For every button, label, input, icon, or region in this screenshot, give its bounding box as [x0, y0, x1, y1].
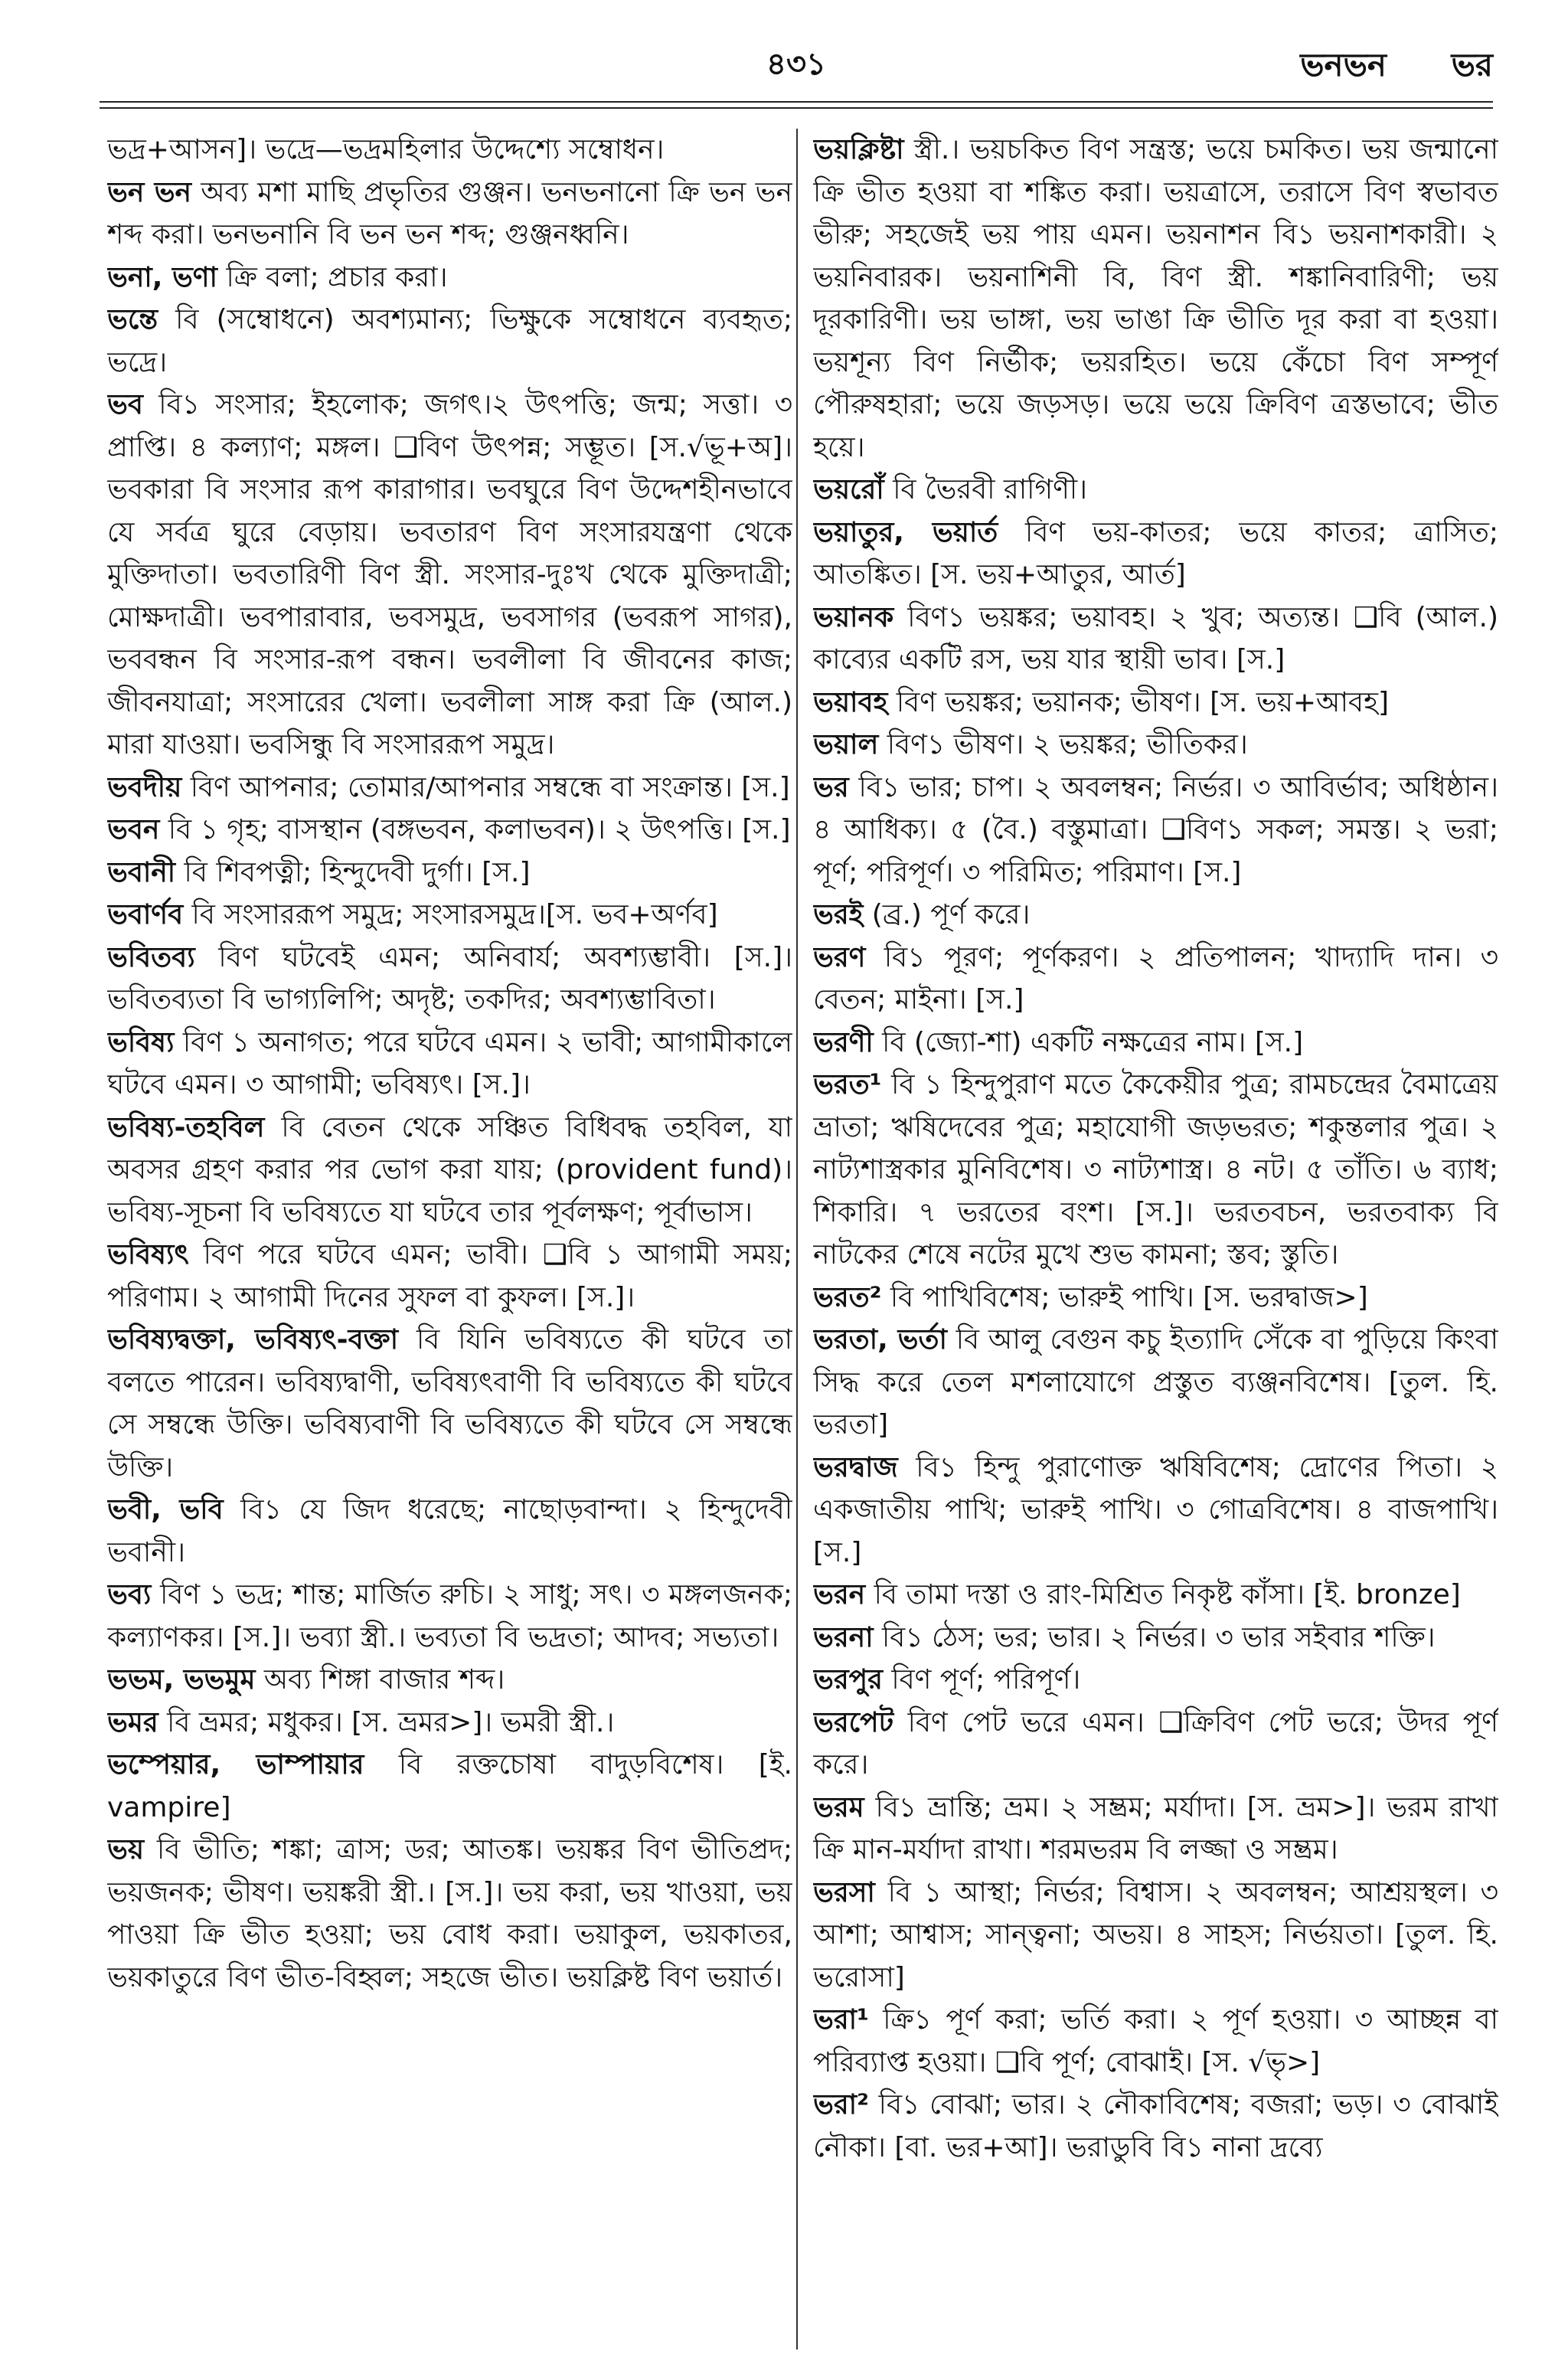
- dictionary-entry: [813, 129, 1498, 469]
- entry-definition: ভদ্র+আসন]। ভদ্রে—ভদ্রমহিলার উদ্দেশ্যে সম্বোধন।: [107, 134, 665, 165]
- entry-definition: বি বেতন থেকে সঞ্চিত বিধিবদ্ধ তহবিল, যা অবসর গ্রহণ করার পর ভোগ করা যায়; (provident fund)। ভবিষ্য-সূচনা বি ভবিষ্যতে যা ঘটবে তার পূর্বলক্ষণ; পূর্বাভাস।: [107, 1111, 792, 1228]
- dictionary-entry: [107, 1574, 792, 1659]
- guide-word-last: ভর: [1451, 46, 1493, 83]
- entry-definition: বি ভীতি; শঙ্কা; ত্রাস; ডর; আতঙ্ক। ভয়ঙ্কর বিণ ভীতিপ্রদ; ভয়জনক; ভীষণ। ভয়ঙ্করী স্ত্রী.। [স.]। ভয় করা, ভয় খাওয়া, ভয় পাওয়া ক্রি ভীত হওয়া; ভয় বোধ করা। ভয়াকুল, ভয়কাতর, ভয়কাতুরে বিণ ভীত-বিহ্বল; সহজে ভীত। ভয়ক্লিষ্ট বিণ ভয়ার্ত।: [107, 1834, 792, 1993]
- dictionary-entry: [813, 469, 1498, 512]
- entry-definition: বিণ ১ অনাগত; পরে ঘটবে এমন। ২ ভাবী; আগামীকালে ঘটবে এমন। ৩ আগামী; ভবিষ্যৎ। [স.]।: [107, 1026, 792, 1100]
- entry-headword: ভমর: [107, 1706, 158, 1738]
- page-number: ৪৩১: [766, 47, 826, 82]
- entry-headword: ভরা²: [813, 2089, 869, 2121]
- entry-definition: বি১ ভ্রান্তি; ভ্রম। ২ সম্ভ্রম; মর্যাদা। [স. ভ্রম>]। ভরম রাখা ক্রি মান-মর্যাদা রাখা। শরমভরম বি লজ্জা ও সম্ভ্রম।: [813, 1791, 1498, 1866]
- entry-headword: ভন ভন: [107, 176, 192, 208]
- entry-definition: বি সংসাররূপ সমুদ্র; সংসারসমুদ্র।[স. ভব+অর্ণব]: [183, 899, 718, 930]
- dictionary-entry: [813, 1319, 1498, 1447]
- entry-definition: বি আলু বেগুন কচু ইত্যাদি সেঁকে বা পুড়িয়ে কিংবা সিদ্ধ করে তেল মশলাযোগে প্রস্তুত ব্যঞ্জনবিশেষ। [তুল. হি. ভরতা]: [813, 1324, 1498, 1440]
- entry-headword: ভবিতব্য: [107, 941, 195, 973]
- dictionary-entry: [107, 1234, 792, 1319]
- dictionary-entry: [813, 1659, 1498, 1702]
- entry-headword: ভব: [107, 389, 143, 420]
- dictionary-entry: [107, 1829, 792, 1999]
- dictionary-entry: [107, 767, 792, 809]
- dictionary-entry: [107, 384, 792, 767]
- entry-headword: ভরপেট: [813, 1706, 894, 1738]
- dictionary-entry: [107, 852, 792, 894]
- entry-headword: ভরন: [813, 1579, 866, 1610]
- entry-headword: ভরসা: [813, 1876, 875, 1908]
- entry-headword: ভরণী: [813, 1026, 874, 1058]
- entry-definition: বি ভৈরবী রাগিণী।: [884, 474, 1088, 505]
- entry-headword: ভয়াতুর, ভয়ার্ত: [813, 516, 998, 548]
- entry-definition: অব্য শিঙ্গা বাজার শব্দ।: [255, 1664, 505, 1695]
- entry-headword: ভরা¹: [813, 2004, 869, 2036]
- entry-definition: বি১ যে জিদ ধরেছে; নাছোড়বান্দা। ২ হিন্দুদেবী ভবানী।: [107, 1494, 792, 1568]
- entry-headword: ভয়াল: [813, 729, 879, 760]
- dictionary-entry: [813, 1277, 1498, 1319]
- dictionary-entry: [813, 1617, 1498, 1660]
- dictionary-entry: [107, 1022, 792, 1107]
- entry-headword: ভয়ক্লিষ্টা: [813, 134, 904, 165]
- entry-headword: ভয়ানক: [813, 601, 894, 633]
- entry-headword: ভন্তে: [107, 304, 158, 335]
- entry-definition: বি ১ গৃহ; বাসস্থান (বঙ্গভবন, কলাভবন)। ২ উৎপত্তি। [স.]: [159, 814, 791, 845]
- entry-headword: ভরদ্বাজ: [813, 1451, 898, 1483]
- dictionary-entry: [813, 724, 1498, 767]
- entry-definition: বি (সম্বোধনে) অবশ্যমান্য; ভিক্ষুকে সম্বোধনে ব্যবহৃত; ভদ্রে।: [107, 304, 792, 378]
- entry-definition: বি১ বোঝা; ভার। ২ নৌকাবিশেষ; বজরা; ভড়। ৩ বোঝাই নৌকা। [বা. ভর+আ]। ভরাডুবি বি১ নানা দ্রব্যে: [813, 2089, 1498, 2163]
- entry-definition: বি রক্তচোষা বাদুড়বিশেষ। [ই. vampire]: [107, 1749, 792, 1823]
- dictionary-entry: [107, 937, 792, 1022]
- entry-definition: বিণ১ ভীষণ। ২ ভয়ঙ্কর; ভীতিকর।: [878, 729, 1248, 760]
- entry-definition: ক্রি বলা; প্রচার করা।: [217, 261, 448, 293]
- entry-headword: ভবী, ভবি: [107, 1494, 224, 1525]
- entry-headword: ভয়: [107, 1834, 145, 1866]
- entry-headword: ভরম: [813, 1791, 864, 1823]
- entry-headword: ভরনা: [813, 1621, 874, 1653]
- page-header: [100, 40, 1493, 93]
- entry-definition: বি শিবপত্নী; হিন্দুদেবী দুর্গা। [স.]: [175, 856, 531, 888]
- entry-definition: স্ত্রী.। ভয়চকিত বিণ সন্ত্রস্ত; ভয়ে চমকিত। ভয় জন্মানো ক্রি ভীত হওয়া বা শঙ্কিত করা। ভয়ত্রাসে, তরাসে বিণ স্বভাবত ভীরু; সহজেই ভয় পায় এমন। ভয়নাশন বি১ ভয়নাশকারী। ২ ভয়নিবারক। ভয়নাশিনী বি, বিণ স্ত্রী. শঙ্কানিবারিণী; ভয় দূরকারিণী। ভয় ভাঙ্গা, ভয় ভাঙা ক্রি ভীতি দূর করা বা হওয়া। ভয়শূন্য বিণ নির্ভীক; ভয়রহিত। ভয়ে কেঁচো বিণ সম্পূর্ণ পৌরুষহারা; ভয়ে জড়সড়। ভয়ে ভয়ে ক্রিবিণ ত্রস্তভাবে; ভীত হয়ে।: [813, 134, 1498, 463]
- entry-headword: ভবিষ্য: [107, 1026, 175, 1058]
- entry-headword: ভম্পেয়ার, ভাম্পায়ার: [107, 1749, 364, 1780]
- entry-headword: ভবিষ্যৎ: [107, 1239, 189, 1270]
- dictionary-entry: [813, 597, 1498, 682]
- entry-definition: বি যিনি ভবিষ্যতে কী ঘটবে তা বলতে পারেন। ভবিষ্যদ্বাণী, ভবিষ্যৎবাণী বি ভবিষ্যতে কী ঘটবে সে সম্বন্ধে উক্তি। ভবিষ্যবাণী বি ভবিষ্যতে কী ঘটবে সে সম্বন্ধে উক্তি।: [107, 1324, 792, 1483]
- entry-headword: ভয়াবহ: [813, 686, 888, 718]
- entry-headword: ভব্য: [107, 1579, 152, 1610]
- dictionary-entry: [813, 1999, 1498, 2084]
- dictionary-entry: [813, 512, 1498, 597]
- entry-headword: ভরত¹: [813, 1069, 882, 1100]
- entry-definition: অব্য মশা মাছি প্রভৃতির গুঞ্জন। ভনভনানো ক্রি ভন ভন শব্দ করা। ভনভনানি বি ভন ভন শব্দ; গুঞ্জনধ্বনি।: [107, 176, 792, 250]
- dictionary-entry: [107, 257, 792, 299]
- entry-headword: ভনা, ভণা: [107, 261, 217, 293]
- dictionary-entry: [107, 894, 792, 937]
- guide-word-first: ভনভন: [1300, 46, 1387, 83]
- entry-definition: বি ১ আস্থা; নির্ভর; বিশ্বাস। ২ অবলম্বন; আশ্রয়স্থল। ৩ আশা; আশ্বাস; সান্ত্বনা; অভয়। ৪ সাহস; নির্ভয়তা। [তুল. হি. ভরোসা]: [813, 1876, 1498, 1993]
- entry-definition: বি (জ্যো-শা) একটি নক্ষত্রের নাম। [স.]: [873, 1026, 1304, 1058]
- entry-headword: ভভম, ভভমুম: [107, 1664, 256, 1695]
- entry-headword: ভবদীয়: [107, 771, 182, 803]
- entry-definition: বিণ ঘটবেই এমন; অনিবার্য; অবশ্যম্ভাবী। [স.]। ভবিতব্যতা বি ভাগ্যলিপি; অদৃষ্ট; তকদির; অবশ্যম্ভাবিতা।: [107, 941, 792, 1015]
- header-rule: [100, 101, 1493, 109]
- dictionary-entry: [107, 299, 792, 384]
- entry-definition: বিণ পূর্ণ; পরিপূর্ণ।: [882, 1664, 1081, 1695]
- dictionary-entry: [813, 1022, 1498, 1064]
- entry-headword: ভয়রোঁ: [813, 474, 884, 505]
- column-divider: [796, 129, 798, 2349]
- entry-definition: (ব্র.) পূর্ণ করে।: [863, 899, 1031, 930]
- entry-definition: বিণ ১ ভদ্র; শান্ত; মার্জিত রুচি। ২ সাধু; সৎ। ৩ মঙ্গলজনক; কল্যাণকর। [স.]। ভব্যা স্ত্রী.। ভব্যতা বি ভদ্রতা; আদব; সভ্যতা।: [107, 1579, 792, 1653]
- dictionary-entry: [813, 1574, 1498, 1617]
- dictionary-entry: [813, 1064, 1498, 1277]
- entry-headword: ভরতা, ভর্তা: [813, 1324, 947, 1355]
- left-column: [107, 129, 792, 2357]
- entry-headword: ভবন: [107, 814, 160, 845]
- entry-definition: বিণ আপনার; তোমার/আপনার সম্বন্ধে বা সংক্রান্ত। [স.]: [181, 771, 790, 803]
- entry-definition: বিণ পরে ঘটবে এমন; ভাবী। ❑বি ১ আগামী সময়; পরিণাম। ২ আগামী দিনের সুফল বা কুফল। [স.]।: [107, 1239, 792, 1313]
- entry-definition: বি১ ঠেস; ভর; ভার। ২ নির্ভর। ৩ ভার সইবার শক্তি।: [873, 1621, 1436, 1653]
- entry-definition: বিণ ভয়-কাতর; ভয়ে কাতর; ত্রাসিত; আতঙ্কিত। [স. ভয়+আতুর, আর্ত]: [813, 516, 1498, 590]
- dictionary-entry: [813, 1447, 1498, 1574]
- entry-definition: বিণ ভয়ঙ্কর; ভয়ানক; ভীষণ। [স. ভয়+আবহ]: [887, 686, 1390, 718]
- entry-headword: ভবার্ণব: [107, 899, 184, 930]
- dictionary-entry: [107, 809, 792, 852]
- dictionary-entry: [813, 1787, 1498, 1872]
- dictionary-entry: [107, 1319, 792, 1489]
- dictionary-entry: [813, 937, 1498, 1022]
- entry-headword: ভবিষ্য-তহবিল: [107, 1111, 265, 1143]
- dictionary-entry: [107, 129, 792, 172]
- entry-headword: ভরত²: [813, 1281, 882, 1313]
- dictionary-entry: [813, 767, 1498, 894]
- entry-definition: বিণ১ ভয়ঙ্কর; ভয়াবহ। ২ খুব; অত্যন্ত। ❑বি (আল.) কাব্যের একটি রস, ভয় যার স্থায়ী ভাব। [স.]: [813, 601, 1498, 675]
- dictionary-entry: [107, 1107, 792, 1234]
- entry-definition: বি ১ হিন্দুপুরাণ মতে কৈকেয়ীর পুত্র; রামচন্দ্রের বৈমাত্রেয় ভ্রাতা; ঋষিদেবের পুত্র; মহাযোগী জড়ভরত; শকুন্তলার পুত্র। ২ নাট্যশাস্ত্রকার মুনিবিশেষ। ৩ নাট্যশাস্ত্র। ৪ নট। ৫ তাঁতি। ৬ ব্যাধ; শিকারি। ৭ ভরতের বংশ। [স.]। ভরতবচন, ভরতবাক্য বি নাটকের শেষে নটের মুখে শুভ কামনা; স্তব; স্তুতি।: [813, 1069, 1498, 1270]
- entry-definition: বি তামা দস্তা ও রাং-মিশ্রিত নিকৃষ্ট কাঁসা। [ই. bronze]: [865, 1579, 1461, 1610]
- entry-definition: বি পাখিবিশেষ; ভারুই পাখি। [স. ভরদ্বাজ>]: [881, 1281, 1368, 1313]
- entry-definition: বি১ সংসার; ইহলোক; জগৎ।২ উৎপত্তি; জন্ম; সত্তা। ৩ প্রাপ্তি। ৪ কল্যাণ; মঙ্গল। ❑বিণ উৎপন্ন; সম্ভূত। [স.√ভূ+অ]। ভবকারা বি সংসার রূপ কারাগার। ভবঘুরে বিণ উদ্দেশহীনভাবে যে সর্বত্র ঘুরে বেড়ায়। ভবতারণ বিণ সংসারযন্ত্রণা থেকে মুক্তিদাতা। ভবতারিণী বিণ স্ত্রী. সংসার-দুঃখ থেকে মুক্তিদাত্রী; মোক্ষদাত্রী। ভবপারাবার, ভবসমুদ্র, ভবসাগর (ভবরূপ সাগর), ভববন্ধন বি সংসার-রূপ বন্ধন। ভবলীলা বি জীবনের কাজ; জীবনযাত্রা; সংসারের খেলা। ভবলীলা সাঙ্গ করা ক্রি (আল.) মারা যাওয়া। ভবসিন্ধু বি সংসাররূপ সমুদ্র।: [107, 389, 792, 760]
- dictionary-entry: [107, 1489, 792, 1574]
- dictionary-entry: [813, 894, 1498, 937]
- dictionary-entry: [813, 1702, 1498, 1787]
- dictionary-entry: [107, 1659, 792, 1702]
- entry-headword: ভরপুর: [813, 1664, 883, 1695]
- dictionary-entry: [813, 2084, 1498, 2169]
- entry-definition: বি১ হিন্দু পুরাণোক্ত ঋষিবিশেষ; দ্রোণের পিতা। ২ একজাতীয় পাখি; ভারুই পাখি। ৩ গোত্রবিশেষ। ৪ বাজপাখি। [স.]: [813, 1451, 1498, 1568]
- entry-definition: বি১ ভার; চাপ। ২ অবলম্বন; নির্ভর। ৩ আবির্ভাব; অধিষ্ঠান। ৪ আধিক্য। ৫ (বৈ.) বস্তুমাত্রা। ❑বিণ১ সকল; সমস্ত। ২ ভরা; পূর্ণ; পরিপূর্ণ। ৩ পরিমিত; পরিমাণ। [স.]: [813, 771, 1498, 888]
- dictionary-entry: [813, 1872, 1498, 2000]
- entry-definition: বি১ পূরণ; পূর্ণকরণ। ২ প্রতিপালন; খাদ্যাদি দান। ৩ বেতন; মাইনা। [স.]: [813, 941, 1498, 1015]
- right-column: [813, 129, 1498, 2357]
- entry-definition: ক্রি১ পূর্ণ করা; ভর্তি করা। ২ পূর্ণ হওয়া। ৩ আচ্ছন্ন বা পরিব্যাপ্ত হওয়া। ❑বি পূর্ণ; বোঝাই। [স. √ভৃ>]: [813, 2004, 1498, 2078]
- entry-headword: ভবানী: [107, 856, 176, 888]
- entry-definition: বিণ পেট ভরে এমন। ❑ক্রিবিণ পেট ভরে; উদর পূর্ণ করে।: [813, 1706, 1498, 1780]
- dictionary-entry: [107, 1744, 792, 1829]
- entry-headword: ভর: [813, 771, 849, 803]
- dictionary-entry: [107, 1702, 792, 1745]
- guide-words: [1246, 40, 1493, 94]
- entry-headword: ভবিষ্যদ্বক্তা, ভবিষ্যৎ-বক্তা: [107, 1324, 399, 1355]
- dictionary-entry: [107, 172, 792, 257]
- entry-headword: ভরই: [813, 899, 864, 930]
- dictionary-entry: [813, 682, 1498, 724]
- entry-definition: বি ভ্রমর; মধুকর। [স. ভ্রমর>]। ভমরী স্ত্রী.।: [158, 1706, 615, 1738]
- entry-headword: ভরণ: [813, 941, 866, 973]
